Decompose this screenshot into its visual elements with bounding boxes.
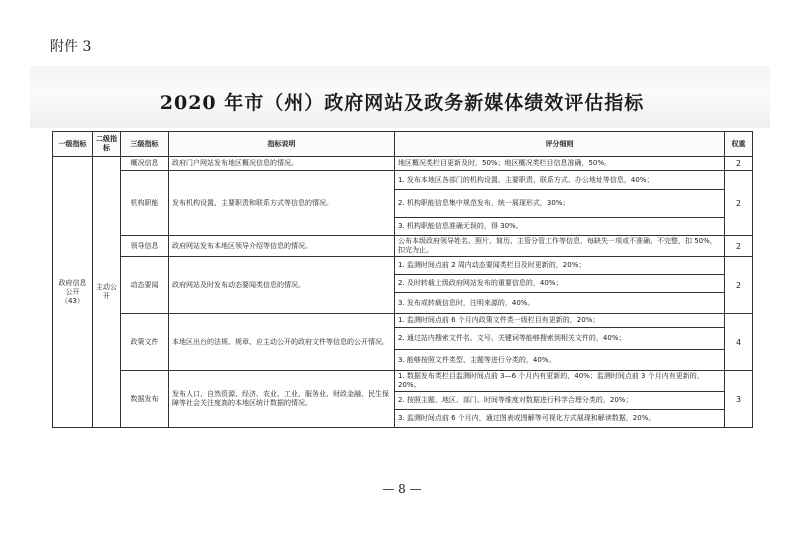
criteria-cell: 2. 按照主题、地区、部门、时间等维度对数据进行科学合理分类的，20%； <box>395 392 725 410</box>
header-level3: 三级指标 <box>121 132 169 157</box>
description-cell: 政府网站及时发布动态要闻类信息的情况。 <box>169 257 395 314</box>
criteria-cell: 3. 监测时间点前 6 个月内，通过图表或图解等可视化方式展现和解读数据，20%。 <box>395 410 725 428</box>
description-cell: 政府门户网站发布地区概况信息的情况。 <box>169 157 395 171</box>
level3-cell: 数据发布 <box>121 371 169 428</box>
header-description: 指标说明 <box>169 132 395 157</box>
level3-cell: 动态要闻 <box>121 257 169 314</box>
header-criteria: 评分细则 <box>395 132 725 157</box>
criteria-cell: 地区概况类栏目更新及时，50%；地区概况类栏目信息准确，50%。 <box>395 157 725 171</box>
level3-cell: 政策文件 <box>121 314 169 371</box>
criteria-cell: 1. 监测时间点前 2 周内动态要闻类栏目及时更新的，20%； <box>395 257 725 275</box>
description-cell: 发布机构设置、主要职责和联系方式等信息的情况。 <box>169 171 395 236</box>
criteria-cell: 1. 发布本地区各部门的机构设置、主要职责、联系方式、办公地址等信息，40%； <box>395 171 725 190</box>
criteria-cell: 1. 数据发布类栏目监测时间点前 3—6 个月内有更新的，40%；监测时间点前 3 个月内有更新的，20%。 <box>395 371 725 392</box>
table-row <box>53 157 753 171</box>
weight-cell: 4 <box>725 314 753 371</box>
table-row <box>53 257 753 275</box>
indicator-table <box>52 131 753 428</box>
weight-cell: 2 <box>725 157 753 171</box>
level3-cell: 机构职能 <box>121 171 169 236</box>
level3-cell: 领导信息 <box>121 236 169 257</box>
weight-cell: 2 <box>725 236 753 257</box>
table-row <box>53 371 753 392</box>
weight-cell: 2 <box>725 171 753 236</box>
description-cell: 政府网站发布本地区领导介绍等信息的情况。 <box>169 236 395 257</box>
description-cell: 本地区出台的法规、规章、应主动公开的政府文件等信息的公开情况。 <box>169 314 395 371</box>
header-weight: 权重 <box>725 132 753 157</box>
criteria-cell: 3. 机构职能信息准确无误的，得 30%。 <box>395 218 725 236</box>
criteria-cell: 2. 及时转载上级政府网站发布的重要信息的，40%； <box>395 275 725 293</box>
page-number: — 8 — <box>382 482 422 496</box>
level3-cell: 概况信息 <box>121 157 169 171</box>
criteria-cell: 公布本级政府领导姓名、照片、简历、主管分管工作等信息，每缺失一项或不准确、不完整，扣 50%，扣完为止。 <box>395 236 725 257</box>
level2-cell: 主动公开 <box>93 157 121 428</box>
criteria-cell: 2. 机构职能信息集中规范发布，统一展现形式，30%； <box>395 190 725 218</box>
criteria-cell: 2. 通过站内搜索文件名、文号、关键词等能够搜索到相关文件的，40%； <box>395 328 725 350</box>
annex-label: 附件 3 <box>50 39 92 55</box>
table-row <box>53 236 753 257</box>
header-level1: 一级指标 <box>53 132 93 157</box>
header-level2: 二级指标 <box>93 132 121 157</box>
weight-cell: 2 <box>725 257 753 314</box>
description-cell: 发布人口、自然资源、经济、农业、工业、服务业、财政金融、民生保障等社会关注度高的本地区统计数据的情况。 <box>169 371 395 428</box>
criteria-cell: 1. 监测时间点前 6 个月内政策文件类一级栏目有更新的，20%； <box>395 314 725 328</box>
weight-cell: 3 <box>725 371 753 428</box>
criteria-cell: 3. 能够按照文件类型、主题等进行分类的，40%。 <box>395 350 725 371</box>
table-header-row <box>53 132 753 157</box>
table-row <box>53 171 753 190</box>
table-row <box>53 314 753 328</box>
document-title: 2020 年市（州）政府网站及政务新媒体绩效评估指标 <box>159 92 645 114</box>
level1-cell: 政府信息公开（43） <box>53 157 93 428</box>
criteria-cell: 3. 发布或转载信息时，注明来源的，40%。 <box>395 293 725 314</box>
